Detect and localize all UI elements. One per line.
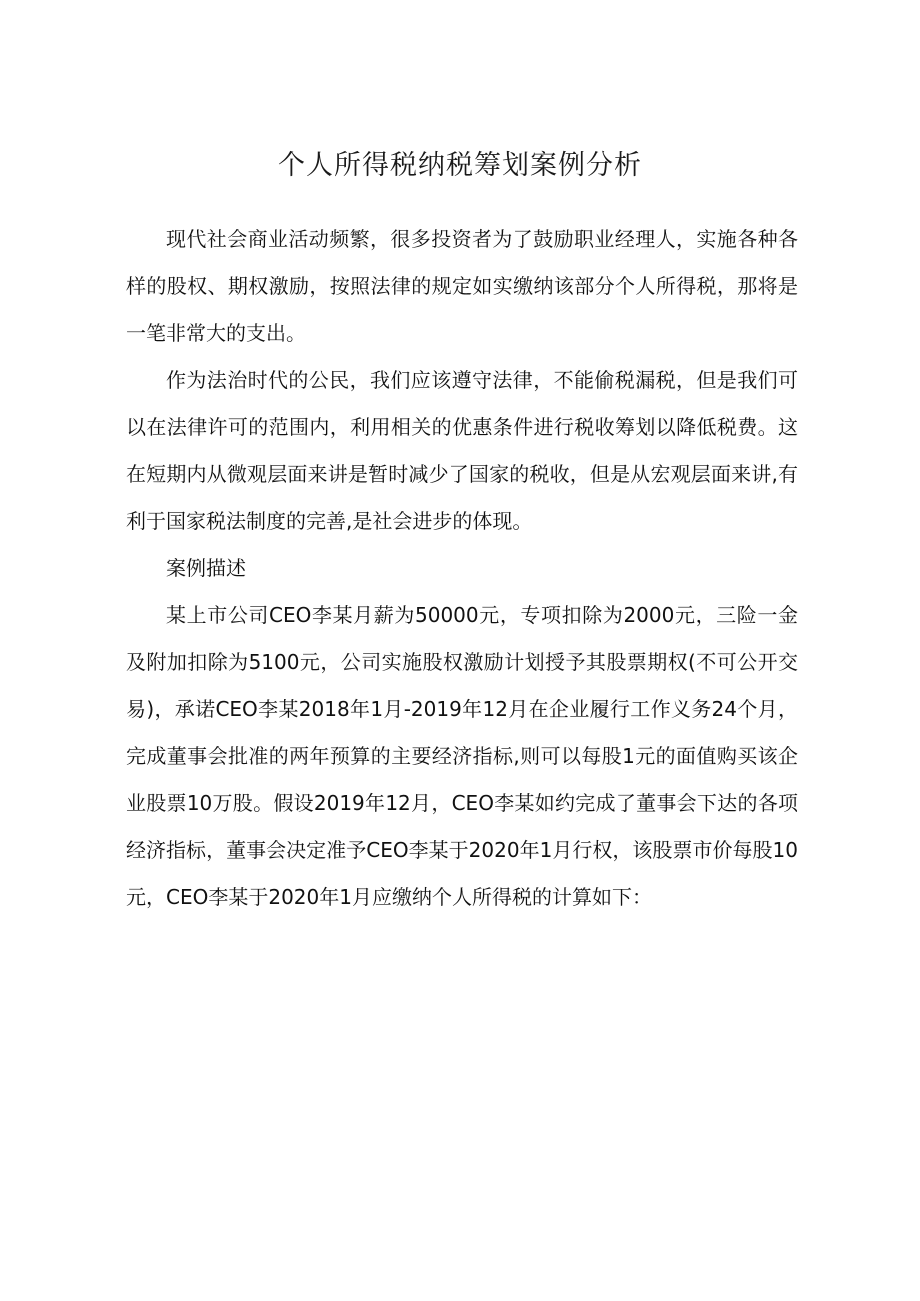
document-title: 个人所得税纳税筹划案例分析 — [278, 150, 642, 181]
intro-paragraph: 现代社会商业活动频繁，很多投资者为了鼓励职业经理人，实施各种各样的股权、期权激励，按照法律的规定如实缴纳该部分个人所得税，那将是一笔非常大的支出。 — [126, 227, 798, 345]
section-heading-case: 案例描述 — [166, 556, 246, 580]
law-paragraph: 作为法治时代的公民，我们应该遵守法律，不能偷税漏税，但是我们可以在法律许可的范围内，利用相关的优惠条件进行税收筹划以降低税费。这在短期内从微观层面来讲是暂时减少了国家的税收，但是从宏观层面来讲,有利于国家税法制度的完善,是社会进步的体现。 — [126, 368, 798, 533]
case-paragraph: 某上市公司CEO李某月薪为50000元，专项扣除为2000元，三险一金及附加扣除为5100元，公司实施股权激励计划授予其股票期权(不可公开交易)，承诺CEO李某2018年1月-2019年12月在企业履行工作义务24个月，完成董事会批准的两年预算的主要经济指标,则可以每股1元的面值购买该企业股票10万股。假设2019年12月，CEO李某如约完成了董事会下达的各项经济指标，董事会决定准予CEO李某于2020年1月行权，该股票市价每股10元，CEO李某于2020年1月应缴纳个人所得税的计算如下： — [126, 603, 798, 909]
document-body — [126, 216, 798, 921]
